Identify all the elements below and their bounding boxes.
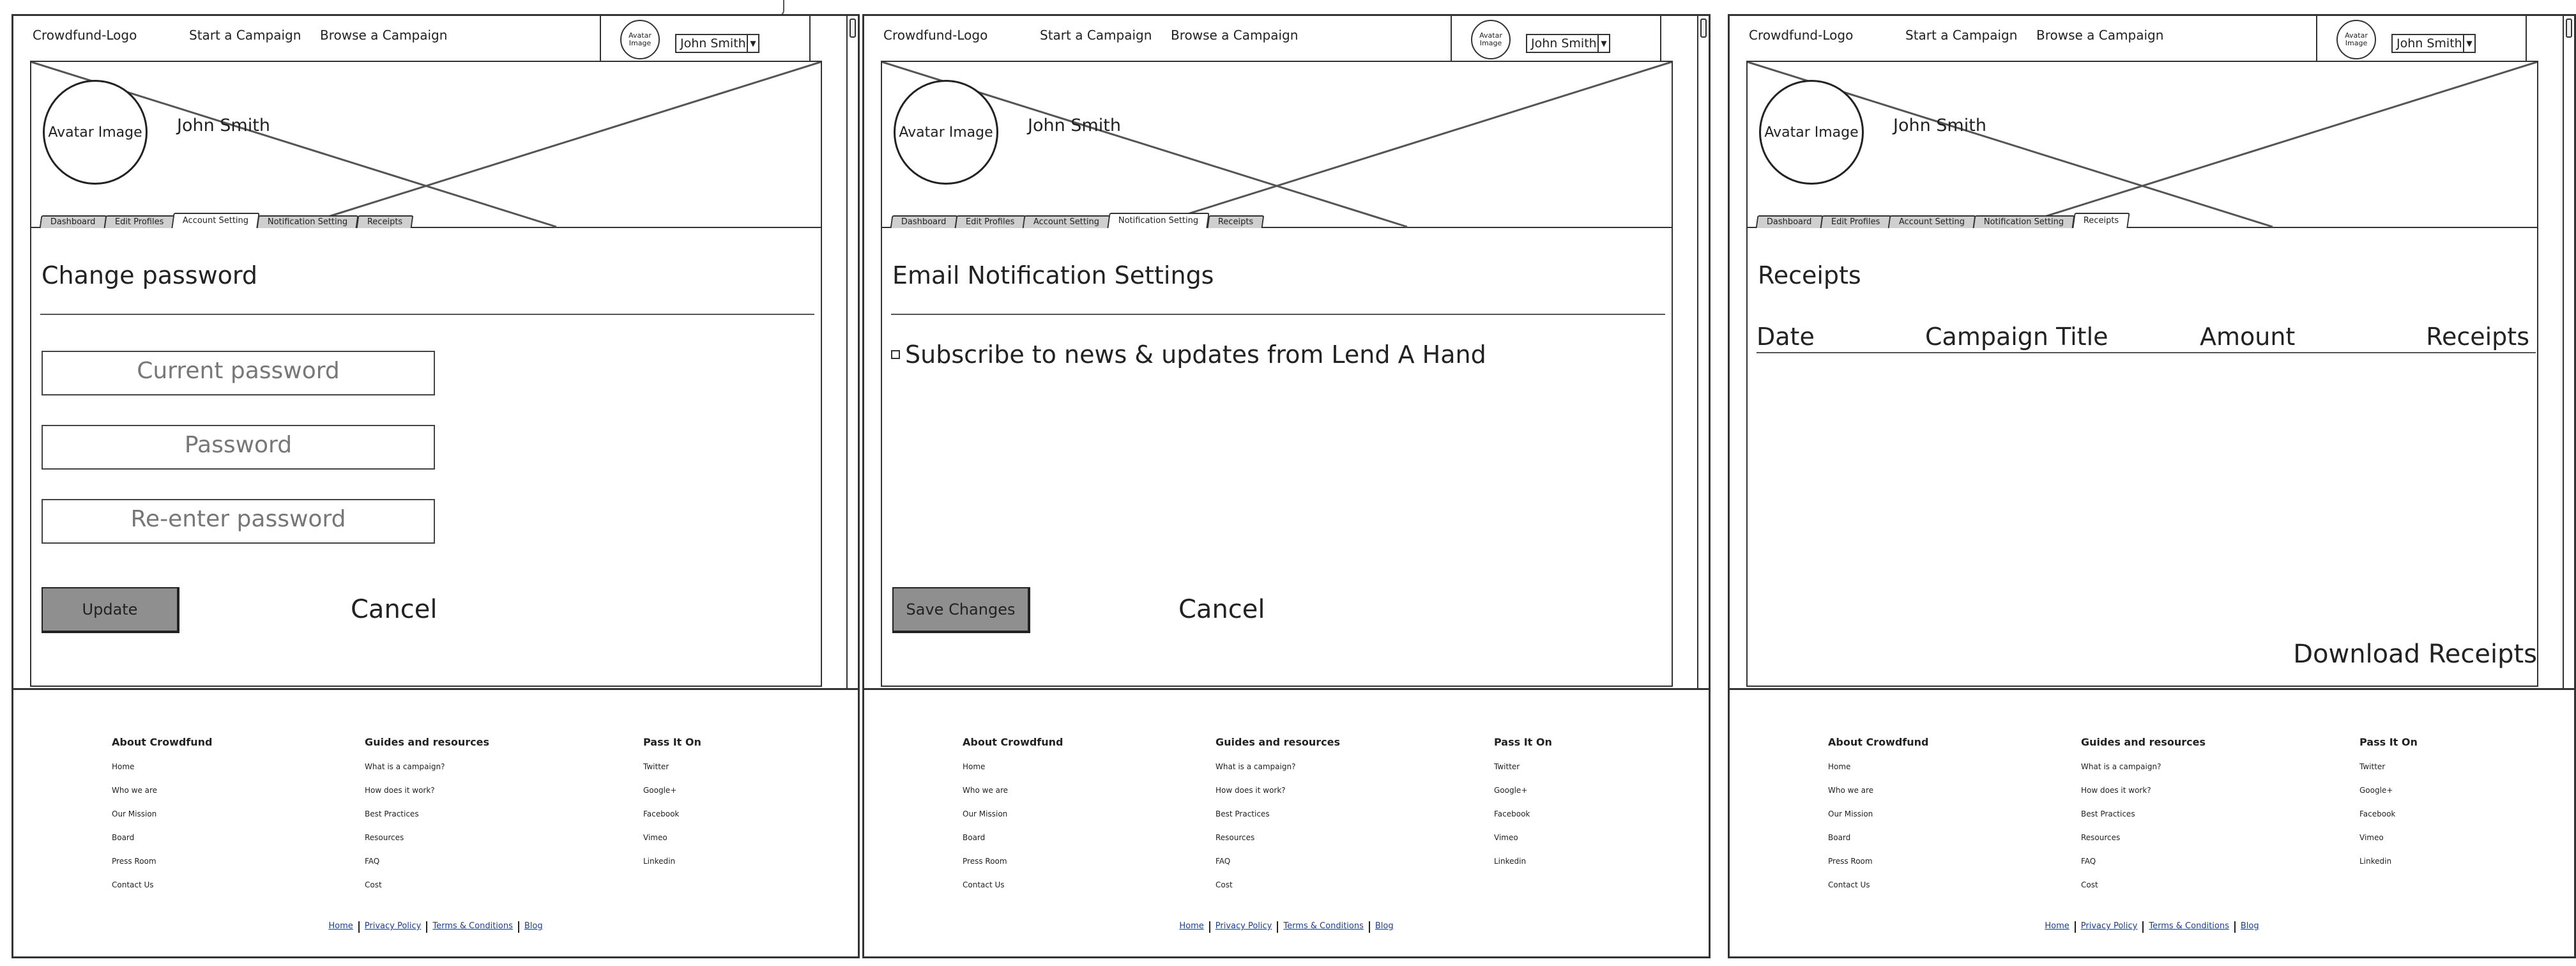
- footer-link-what-is-campaign[interactable]: What is a campaign?: [1216, 762, 1296, 771]
- footer-link-our-mission[interactable]: Our Mission: [963, 809, 1008, 818]
- footer-link-who-we-are[interactable]: Who we are: [1828, 786, 1874, 795]
- receipts-table-header: [1757, 323, 2536, 353]
- footer-link-vimeo[interactable]: Vimeo: [643, 833, 667, 842]
- footer-link-press-room[interactable]: Press Room: [1828, 857, 1873, 866]
- footer-link-resources[interactable]: Resources: [1216, 833, 1255, 842]
- profile-avatar: Avatar Image: [1759, 80, 1864, 185]
- footer-column-guides: [1216, 736, 1340, 904]
- tab-account-setting[interactable]: Account Setting: [171, 213, 260, 228]
- user-dropdown-label: John Smith: [680, 36, 746, 50]
- reenter-password-field[interactable]: Re-enter password: [42, 499, 435, 544]
- footer-link-who-we-are[interactable]: Who we are: [112, 786, 158, 795]
- chevron-down-icon[interactable]: ▼: [2463, 35, 2474, 52]
- column-header-date: Date: [1757, 323, 1815, 351]
- scroll-thumb[interactable]: [850, 19, 856, 38]
- subscribe-option: [891, 341, 1486, 369]
- top-navigation: [13, 16, 837, 62]
- footer-heading: Pass It On: [2359, 736, 2418, 748]
- footer-bottom-home[interactable]: Home: [328, 921, 353, 931]
- footer-link-cost[interactable]: Cost: [2081, 880, 2098, 889]
- footer-bottom-privacy[interactable]: Privacy Policy: [1215, 921, 1272, 931]
- cancel-button[interactable]: Cancel: [351, 595, 438, 624]
- footer-link-what-is-campaign[interactable]: What is a campaign?: [365, 762, 445, 771]
- update-button[interactable]: Update: [42, 587, 179, 633]
- footer-link-facebook[interactable]: Facebook: [2359, 809, 2396, 818]
- footer-link-twitter[interactable]: Twitter: [2359, 762, 2386, 771]
- footer-heading: About Crowdfund: [1828, 736, 1929, 748]
- chevron-down-icon[interactable]: ▼: [1597, 35, 1609, 52]
- footer-link-home[interactable]: Home: [1828, 762, 1851, 771]
- profile-name: John Smith: [1028, 116, 1121, 135]
- wireframe-receipts: [1728, 14, 2576, 958]
- footer-heading: About Crowdfund: [963, 736, 1063, 748]
- footer-link-best-practices[interactable]: Best Practices: [365, 809, 419, 818]
- profile-name: John Smith: [177, 116, 270, 135]
- footer-column-about: [1828, 736, 1929, 904]
- profile-banner: [882, 62, 1672, 228]
- divider: [40, 314, 814, 315]
- wireframe-account-setting: [11, 14, 860, 958]
- tab-notification-setting[interactable]: Notification Setting: [257, 215, 359, 228]
- footer-link-resources[interactable]: Resources: [2081, 833, 2121, 842]
- footer-link-press-room[interactable]: Press Room: [112, 857, 156, 866]
- divider: [891, 314, 1665, 315]
- content-panel: [30, 61, 822, 687]
- footer-link-google-plus[interactable]: Google+: [643, 786, 677, 795]
- footer-link-what-is-campaign[interactable]: What is a campaign?: [2081, 762, 2161, 771]
- footer-link-linkedin[interactable]: Linkedin: [2359, 857, 2392, 866]
- footer-link-press-room[interactable]: Press Room: [963, 857, 1007, 866]
- nav-browse-campaign[interactable]: Browse a Campaign: [320, 27, 448, 43]
- footer-link-twitter[interactable]: Twitter: [643, 762, 669, 771]
- footer-link-how-does-it-work[interactable]: How does it work?: [1216, 786, 1286, 795]
- footer-column-pass-it-on: [643, 736, 701, 880]
- footer-link-linkedin[interactable]: Linkedin: [1494, 857, 1527, 866]
- page-title: Email Notification Settings: [892, 261, 1214, 289]
- user-dropdown[interactable]: [675, 34, 759, 53]
- nav-start-campaign[interactable]: Start a Campaign: [1905, 27, 2018, 43]
- page-title: Change password: [42, 261, 257, 289]
- footer-bottom-links: [864, 921, 1709, 933]
- footer-heading: Pass It On: [643, 736, 701, 748]
- profile-tabs: [891, 213, 1262, 228]
- tab-dashboard[interactable]: Dashboard: [1756, 215, 1823, 228]
- user-menu: [2316, 16, 2527, 62]
- tab-account-setting[interactable]: Account Setting: [1888, 215, 1976, 228]
- top-navigation: [864, 16, 1688, 62]
- top-navigation: [1730, 16, 2554, 62]
- footer-bottom-home[interactable]: Home: [1179, 921, 1204, 931]
- subscribe-label: Subscribe to news & updates from Lend A Hand: [905, 341, 1486, 369]
- footer-heading: Guides and resources: [2081, 736, 2206, 748]
- footer-bottom-links: [13, 921, 858, 933]
- footer-link-facebook[interactable]: Facebook: [643, 809, 680, 818]
- avatar[interactable]: Avatar Image: [2336, 20, 2376, 59]
- footer-bottom-terms[interactable]: Terms & Conditions: [432, 921, 513, 931]
- footer: [1730, 688, 2574, 956]
- footer-link-vimeo[interactable]: Vimeo: [2359, 833, 2384, 842]
- footer-column-pass-it-on: [1494, 736, 1552, 880]
- footer-bottom-links: [1730, 921, 2574, 933]
- user-dropdown[interactable]: [2391, 34, 2476, 53]
- footer-heading: About Crowdfund: [112, 736, 213, 748]
- footer-link-contact-us[interactable]: Contact Us: [1828, 880, 1870, 889]
- profile-avatar: Avatar Image: [894, 80, 998, 185]
- footer-link-our-mission[interactable]: Our Mission: [1828, 809, 1873, 818]
- user-dropdown[interactable]: [1526, 34, 1610, 53]
- footer-bottom-terms[interactable]: Terms & Conditions: [2149, 921, 2229, 931]
- cancel-button[interactable]: Cancel: [1178, 595, 1265, 624]
- scroll-thumb[interactable]: [2566, 19, 2572, 38]
- footer-bottom-blog[interactable]: Blog: [2240, 921, 2259, 931]
- profile-name: John Smith: [1893, 116, 1986, 135]
- wireframe-notification-setting: [862, 14, 1711, 958]
- footer-heading: Pass It On: [1494, 736, 1552, 748]
- footer-bottom-home[interactable]: Home: [2045, 921, 2069, 931]
- nav-browse-campaign[interactable]: Browse a Campaign: [1171, 27, 1299, 43]
- footer-link-home[interactable]: Home: [112, 762, 135, 771]
- footer-link-contact-us[interactable]: Contact Us: [963, 880, 1005, 889]
- footer-link-linkedin[interactable]: Linkedin: [643, 857, 676, 866]
- footer-column-about: [963, 736, 1063, 904]
- chevron-down-icon[interactable]: ▼: [747, 35, 758, 52]
- password-field[interactable]: Password: [42, 425, 435, 470]
- footer-bottom-terms[interactable]: Terms & Conditions: [1283, 921, 1364, 931]
- user-dropdown-label: John Smith: [2397, 36, 2462, 50]
- footer-link-how-does-it-work[interactable]: How does it work?: [2081, 786, 2151, 795]
- tab-dashboard[interactable]: Dashboard: [40, 215, 107, 228]
- avatar[interactable]: Avatar Image: [1471, 20, 1511, 59]
- footer-link-cost[interactable]: Cost: [365, 880, 382, 889]
- column-header-campaign-title: Campaign Title: [1925, 323, 2108, 351]
- footer-column-guides: [365, 736, 489, 904]
- footer-bottom-blog[interactable]: Blog: [524, 921, 543, 931]
- footer-link-board[interactable]: Board: [112, 833, 135, 842]
- footer-column-about: [112, 736, 213, 904]
- logo[interactable]: Crowdfund-Logo: [883, 27, 988, 43]
- scrollbar[interactable]: [2563, 16, 2574, 688]
- tab-dashboard[interactable]: Dashboard: [890, 215, 957, 228]
- tab-notification-setting[interactable]: Notification Setting: [1108, 213, 1210, 228]
- nav-start-campaign[interactable]: Start a Campaign: [189, 27, 301, 43]
- logo[interactable]: Crowdfund-Logo: [1749, 27, 1854, 43]
- footer-link-facebook[interactable]: Facebook: [1494, 809, 1530, 818]
- footer-link-who-we-are[interactable]: Who we are: [963, 786, 1009, 795]
- subscribe-checkbox[interactable]: [891, 350, 900, 359]
- footer-link-board[interactable]: Board: [1828, 833, 1851, 842]
- page-title: Receipts: [1758, 261, 1861, 289]
- tab-receipts[interactable]: Receipts: [1207, 215, 1264, 228]
- footer-link-board[interactable]: Board: [963, 833, 986, 842]
- footer-link-cost[interactable]: Cost: [1216, 880, 1233, 889]
- footer-heading: Guides and resources: [1216, 736, 1341, 748]
- download-receipts-link[interactable]: Download Receipts: [2293, 640, 2537, 669]
- logo[interactable]: Crowdfund-Logo: [33, 27, 137, 43]
- footer-link-faq[interactable]: FAQ: [1216, 857, 1231, 866]
- current-password-field[interactable]: Current password: [42, 351, 435, 395]
- profile-avatar: Avatar Image: [43, 80, 148, 185]
- footer-bottom-privacy[interactable]: Privacy Policy: [2080, 921, 2138, 931]
- column-header-amount: Amount: [2200, 323, 2296, 351]
- footer-bottom-privacy[interactable]: Privacy Policy: [364, 921, 422, 931]
- tab-account-setting[interactable]: Account Setting: [1023, 215, 1111, 228]
- profile-banner: [1748, 62, 2537, 228]
- content-panel: [881, 61, 1673, 687]
- user-dropdown-label: John Smith: [1531, 36, 1597, 50]
- banner-image-placeholder: [882, 62, 1672, 228]
- profile-tabs: [40, 213, 411, 228]
- tab-receipts[interactable]: Receipts: [2072, 213, 2130, 228]
- content-panel: [1746, 61, 2538, 687]
- footer: [13, 688, 858, 956]
- footer-link-twitter[interactable]: Twitter: [1494, 762, 1520, 771]
- footer-heading: Guides and resources: [365, 736, 490, 748]
- footer-link-resources[interactable]: Resources: [365, 833, 404, 842]
- save-changes-button[interactable]: Save Changes: [892, 587, 1030, 633]
- profile-banner: [31, 62, 821, 228]
- user-menu: [1451, 16, 1661, 62]
- footer-bottom-blog[interactable]: Blog: [1375, 921, 1394, 931]
- banner-image-placeholder: [1748, 62, 2537, 228]
- footer-link-faq[interactable]: FAQ: [365, 857, 380, 866]
- footer-link-vimeo[interactable]: Vimeo: [1494, 833, 1518, 842]
- scrollbar[interactable]: [846, 16, 858, 688]
- banner-image-placeholder: [31, 62, 821, 228]
- tab-edit-profiles[interactable]: Edit Profiles: [954, 215, 1025, 228]
- footer-link-contact-us[interactable]: Contact Us: [112, 880, 154, 889]
- nav-start-campaign[interactable]: Start a Campaign: [1040, 27, 1152, 43]
- profile-tabs: [1757, 213, 2128, 228]
- tab-notification-setting[interactable]: Notification Setting: [1973, 215, 2075, 228]
- footer-link-how-does-it-work[interactable]: How does it work?: [365, 786, 435, 795]
- footer-link-best-practices[interactable]: Best Practices: [2081, 809, 2135, 818]
- footer-link-google-plus[interactable]: Google+: [2359, 786, 2393, 795]
- nav-browse-campaign[interactable]: Browse a Campaign: [2036, 27, 2164, 43]
- footer-link-faq[interactable]: FAQ: [2081, 857, 2096, 866]
- footer-link-our-mission[interactable]: Our Mission: [112, 809, 157, 818]
- scroll-thumb[interactable]: [1700, 19, 1707, 38]
- footer-link-best-practices[interactable]: Best Practices: [1216, 809, 1270, 818]
- footer-column-pass-it-on: [2359, 736, 2418, 880]
- user-menu: [600, 16, 811, 62]
- column-header-receipts: Receipts: [2426, 323, 2529, 351]
- footer-column-guides: [2081, 736, 2206, 904]
- avatar[interactable]: Avatar Image: [620, 20, 660, 59]
- footer-link-google-plus[interactable]: Google+: [1494, 786, 1528, 795]
- scrollbar[interactable]: [1697, 16, 1709, 688]
- footer: [864, 688, 1709, 956]
- footer-link-home[interactable]: Home: [963, 762, 986, 771]
- tab-edit-profiles[interactable]: Edit Profiles: [103, 215, 174, 228]
- tab-edit-profiles[interactable]: Edit Profiles: [1820, 215, 1891, 228]
- tab-receipts[interactable]: Receipts: [356, 215, 413, 228]
